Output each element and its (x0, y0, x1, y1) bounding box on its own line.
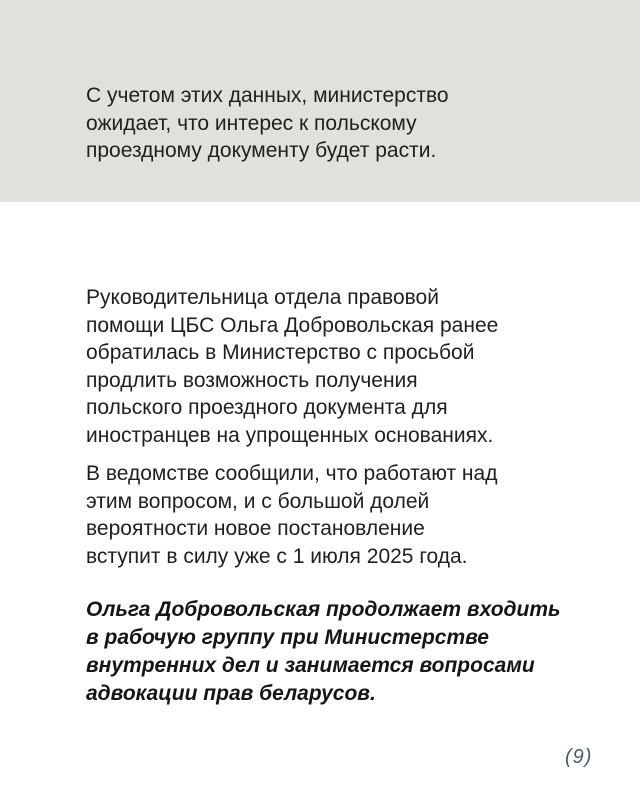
paragraph-line: В ведомстве сообщили, что работают над (86, 462, 498, 485)
paragraph-request (86, 284, 566, 449)
intro-line: С учетом этих данных, министерство (86, 84, 449, 107)
paragraph-line: продлить возможность получения (86, 368, 418, 392)
paragraph-response (86, 460, 566, 570)
emphasis-line: Ольга Добровольская продолжает входить (86, 598, 561, 621)
paragraph-line: вероятности новое постановление (86, 517, 425, 540)
paragraph-line: польского проездного документа для (86, 396, 448, 419)
page-number: (9) (565, 746, 593, 768)
paragraph-emphasis (86, 596, 566, 708)
intro-line: ожидает, что интерес к польскому (86, 111, 417, 135)
paragraph-line: помощи ЦБС Ольга Добровольская ранее (86, 313, 499, 337)
paragraph-line: обратилась в Министерство с просьбой (86, 341, 475, 364)
emphasis-line: адвокации прав беларусов. (86, 682, 376, 705)
intro-line: проездному документу будет расти. (86, 139, 437, 162)
paragraph-line: иностранцев на упрощенных основаниях. (86, 423, 494, 447)
intro-paragraph (86, 82, 566, 165)
emphasis-line: в рабочую группу при Министерстве (86, 626, 489, 649)
paragraph-line: Руководительница отдела правовой (86, 286, 439, 309)
top-band (0, 0, 640, 202)
paragraph-line: этим вопросом, и с большой долей (86, 489, 430, 513)
emphasis-line: внутренних дел и занимается вопросами (86, 654, 535, 677)
paragraph-line: вступит в силу уже с 1 июля 2025 года. (86, 544, 468, 568)
